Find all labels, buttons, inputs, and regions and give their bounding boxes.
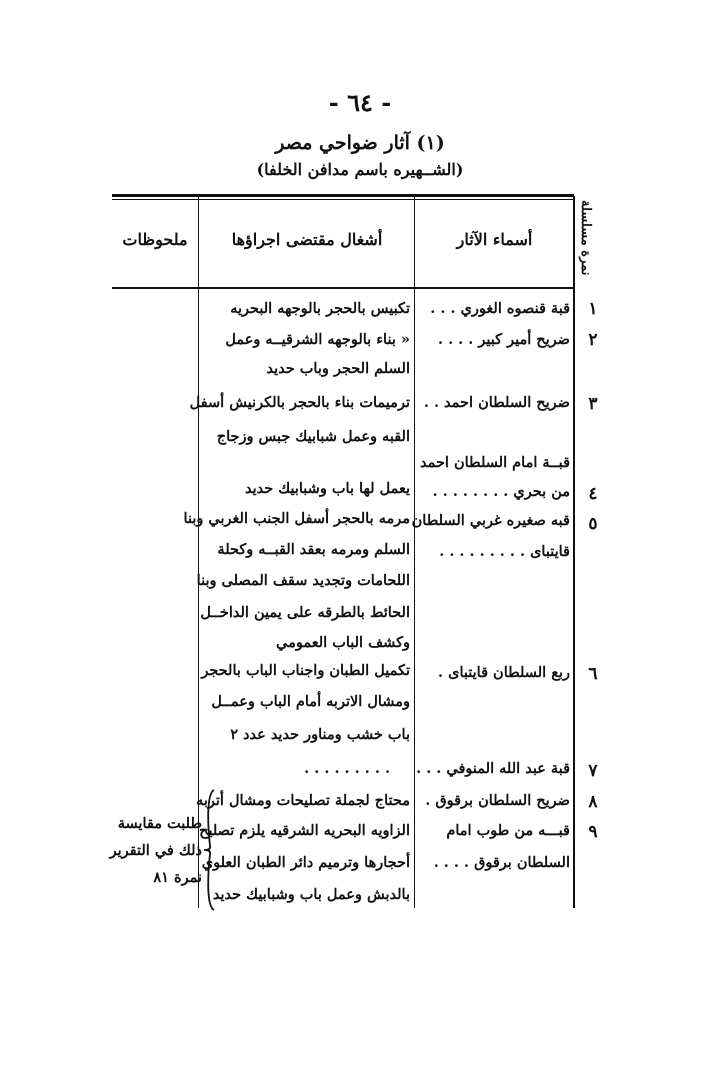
row-number: ٦ bbox=[588, 664, 598, 684]
works-line: السلم ومرمه بعقد القبــه وكحلة bbox=[217, 541, 410, 558]
header-monument: أسماء الآثار bbox=[456, 230, 533, 249]
header-notes: ملحوظات bbox=[122, 230, 188, 249]
header-works: أشغال مقتضى اجراؤها bbox=[231, 230, 383, 249]
row-number: ٨ bbox=[588, 792, 598, 812]
table-top-rule-thin bbox=[112, 199, 574, 200]
monument-name: قبه صغيره غربي السلطان bbox=[411, 512, 570, 529]
works-line: القبه وعمل شبابيك جبس وزجاج bbox=[216, 428, 410, 445]
row-number: ٢ bbox=[588, 330, 598, 350]
works-line: تكبيس بالحجر بالوجهه البحريه bbox=[230, 300, 410, 317]
monument-name: قبة عبد الله المنوفي . . . bbox=[416, 760, 570, 777]
header-serial: نمرة مسلسلة bbox=[578, 200, 593, 276]
works-line: مرمه بالحجر أسفل الجنب الغربي وبنا bbox=[183, 510, 410, 527]
page-number: - ٦٤ - bbox=[328, 88, 392, 117]
monument-name: ضريح السلطان احمد . . bbox=[423, 394, 570, 411]
works-line: بالدبش وعمل باب وشبابيك حديد bbox=[212, 886, 410, 903]
monument-name: من بحري . . . . . . . . bbox=[432, 483, 570, 500]
column-divider-monument bbox=[573, 196, 575, 908]
row-number: ٩ bbox=[588, 822, 598, 842]
works-line: أحجارها وترميم دائر الطبان العلوي bbox=[201, 854, 410, 871]
page-subtitle: (الشــهيره باسم مدافن الخلفا) bbox=[256, 160, 464, 179]
works-line: ترميمات بناء بالحجر بالكرنيش أسفل bbox=[189, 394, 410, 411]
works-line: السلم الحجر وباب حديد bbox=[266, 360, 410, 377]
table-header-rule bbox=[112, 287, 574, 289]
monument-name: ضريح أمير كبير . . . . bbox=[437, 331, 570, 348]
row-number: ١ bbox=[588, 299, 598, 319]
works-line: محتاج لجملة تصليحات ومشال أتربه bbox=[196, 792, 410, 809]
row-number: ٧ bbox=[588, 761, 598, 781]
monument-name: السلطان برقوق . . . . bbox=[433, 854, 570, 871]
row-number: ٣ bbox=[588, 394, 598, 414]
row-number: ٤ bbox=[588, 484, 598, 504]
table-top-rule bbox=[112, 194, 574, 197]
row-number: ٥ bbox=[588, 514, 598, 534]
works-line: تكميل الطبان واجناب الباب بالحجر bbox=[201, 662, 410, 679]
monument-name: ربع السلطان قايتباى . bbox=[438, 664, 570, 681]
note-brace-icon bbox=[202, 788, 216, 912]
works-line: ومشال الاتربه أمام الباب وعمــل bbox=[211, 693, 410, 710]
monument-name: قبــة امام السلطان احمد bbox=[419, 454, 570, 471]
page-title: (١) آثار ضواحي مصر bbox=[275, 132, 445, 154]
works-line: اللحامات وتجديد سقف المصلى وبنا bbox=[196, 572, 410, 589]
monument-name: قايتباى . . . . . . . . . bbox=[439, 543, 570, 560]
note-line: نمرة ٨١ bbox=[153, 869, 202, 886]
works-line: باب خشب ومناور حديد عدد ٢ bbox=[230, 726, 410, 743]
column-divider-works bbox=[414, 196, 415, 908]
note-line: ذلك في التقرير bbox=[109, 842, 202, 859]
works-line: يعمل لها باب وشبابيك حديد bbox=[244, 480, 410, 497]
works-line: وكشف الباب العمومي bbox=[275, 634, 410, 651]
monument-name: ضريح السلطان برقوق . bbox=[425, 792, 570, 809]
note-line: طلبت مقايسة bbox=[117, 815, 202, 832]
works-line: الحائط بالطرقه على يمين الداخــل bbox=[200, 604, 410, 621]
works-line: « بناء بالوجهه الشرقيــه وعمل bbox=[225, 331, 410, 348]
works-line: الزاويه البحريه الشرقيه يلزم تصليح bbox=[199, 822, 410, 839]
monument-name: قبـــه من طوب امام bbox=[446, 822, 570, 839]
monument-name: قبة قنصوه الغوري . . . bbox=[430, 300, 570, 317]
works-line: . . . . . . . . . bbox=[304, 760, 390, 777]
